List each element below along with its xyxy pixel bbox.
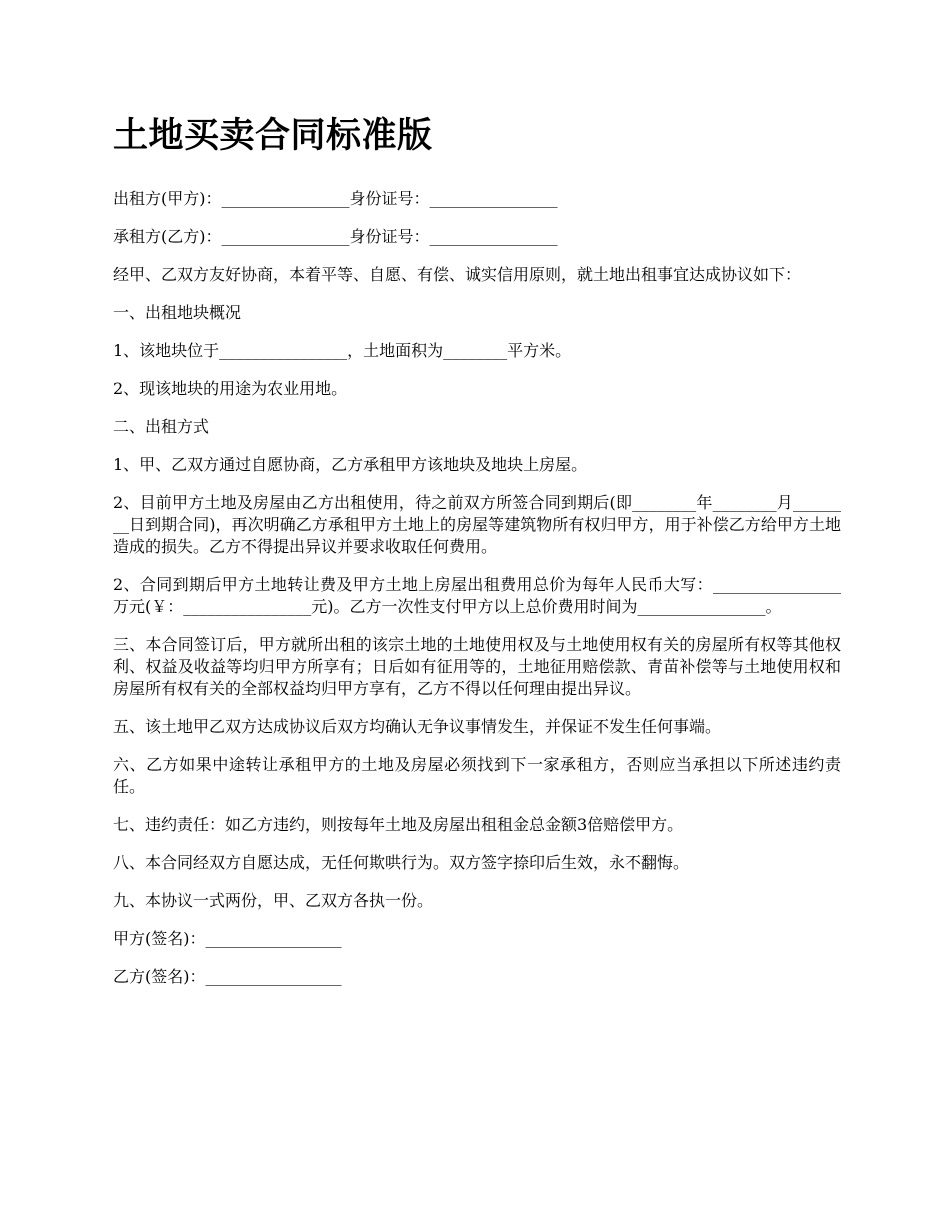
party-a-line: 出租方(甲方)：________________身份证号：________________ <box>113 189 558 208</box>
clause-3: 三、本合同签订后，甲方就所出租的该宗土地的土地使用权及与土地使用权有关的房屋所有权等其他权利、权益及收益等均归甲方所享有；日后如有征用等的，土地征用赔偿款、青苗补偿等与土地使用权和房屋所有权有关的全部权益均归甲方享有，乙方不得以任何理由提出异议。 <box>113 635 841 698</box>
document-title: 土地买卖合同标准版 <box>113 115 433 156</box>
clause-5: 五、该土地甲乙双方达成协议后双方均确认无争议事情发生，并保证不发生任何事端。 <box>113 717 722 736</box>
clause-2-2: 2、目前甲方土地及房屋由乙方出租使用，待之前双方所签合同到期后(即________年________月________日到期合同)，再次明确乙方承租甲方土地上的房屋等建筑物所有权归甲方，用于补偿乙方给甲方土地造成的损失。乙方不得提出异议并要求收取任何费用。 <box>113 493 841 556</box>
clause-1-2: 2、现该地块的用途为农业用地。 <box>113 379 348 398</box>
clause-7: 七、违约责任：如乙方违约，则按每年土地及房屋出租租金总金额3倍赔偿甲方。 <box>113 815 684 834</box>
clause-8: 八、本合同经双方自愿达成，无任何欺哄行为。双方签字捺印后生效，永不翻悔。 <box>113 853 690 872</box>
signature-party-b: 乙方(签名)：_________________ <box>113 967 342 986</box>
clause-1-1: 1、该地块位于________________，土地面积为________平方米。 <box>113 341 572 360</box>
section-heading-1: 一、出租地块概况 <box>113 303 242 322</box>
document-page <box>113 112 841 1004</box>
signature-party-a: 甲方(签名)：_________________ <box>113 929 342 948</box>
party-b-line: 承租方(乙方)：________________身份证号：________________ <box>113 227 558 246</box>
clause-2-1: 1、甲、乙双方通过自愿协商，乙方承租甲方该地块及地块上房屋。 <box>113 455 588 474</box>
clause-2-2b: 2、合同到期后甲方土地转让费及甲方土地上房屋出租费用总价为每年人民币大写：________________万元(￥：________________元)。乙方一次性支付甲方以上总价费用时间为________________。 <box>113 575 841 616</box>
clause-9: 九、本协议一式两份，甲、乙双方各执一份。 <box>113 891 434 910</box>
section-heading-2: 二、出租方式 <box>113 417 210 436</box>
preamble: 经甲、乙双方友好协商，本着平等、自愿、有偿、诚实信用原则，就土地出租事宜达成协议如下： <box>113 265 802 284</box>
clause-6: 六、乙方如果中途转让承租甲方的土地及房屋必须找到下一家承租方，否则应当承担以下所述违约责任。 <box>113 755 841 796</box>
